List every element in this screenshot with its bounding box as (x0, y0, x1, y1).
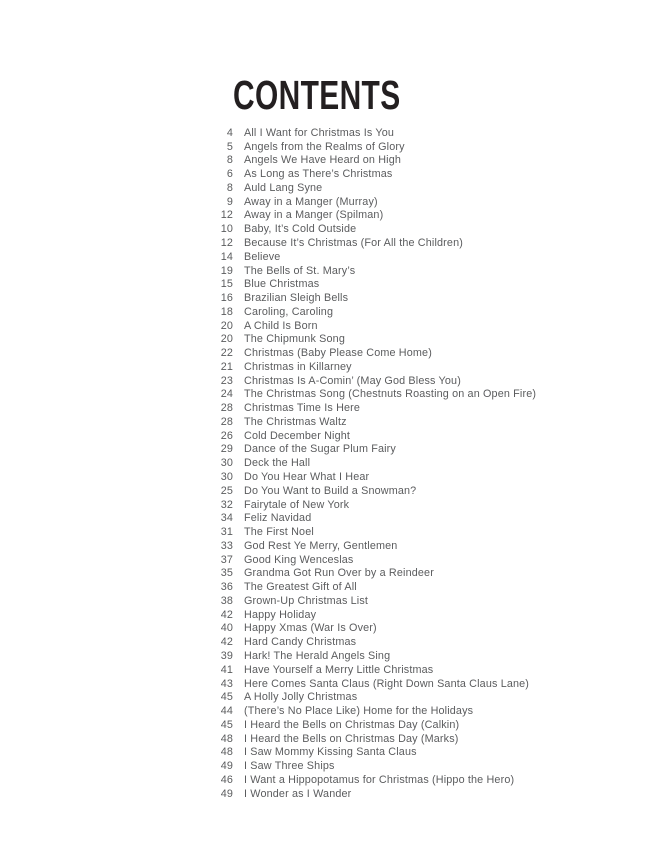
toc-page-number: 5 (226, 140, 233, 153)
toc-page-number: 8 (226, 154, 233, 167)
toc-song-title: Caroling, Caroling (244, 305, 334, 318)
toc-song-title: The Chipmunk Song (244, 333, 345, 346)
toc-page-number: 15 (220, 278, 233, 291)
toc-song-title: Because It’s Christmas (For All the Children) (244, 237, 463, 249)
toc-song-title: Brazilian Sleigh Bells (244, 292, 349, 305)
toc-song-title: Christmas Time Is Here (244, 402, 361, 415)
toc-page-number: 49 (220, 760, 233, 773)
toc-entry (196, 126, 626, 140)
toc-song-title: The First Noel (244, 526, 314, 539)
toc-page-number: 14 (220, 250, 233, 263)
toc-entry (196, 222, 626, 236)
toc-page-number: 28 (220, 402, 233, 415)
toc-entry (196, 498, 626, 512)
toc-entry (196, 553, 626, 567)
toc-entry (196, 745, 626, 759)
toc-song-title: Angels from the Realms of Glory (244, 140, 405, 153)
toc-song-title: The Bells of St. Mary’s (244, 264, 356, 277)
toc-page-number: 44 (220, 705, 233, 718)
toc-entry (196, 332, 626, 346)
toc-entry (196, 608, 626, 622)
toc-page-number: 19 (220, 264, 233, 277)
toc-page-number: 21 (220, 360, 233, 373)
toc-page-number: 26 (220, 429, 233, 442)
toc-entry (196, 456, 626, 470)
toc-entry (196, 388, 626, 402)
toc-page-number: 25 (220, 484, 233, 497)
toc-song-title: Blue Christmas (244, 278, 320, 291)
toc-entry (196, 649, 626, 663)
toc-song-title: I Heard the Bells on Christmas Day (Calkin) (244, 718, 460, 731)
toc-page-number: 8 (226, 181, 233, 194)
toc-song-title: Christmas Is A-Comin’ (May God Bless You) (244, 374, 461, 387)
toc-page-number: 42 (220, 636, 233, 649)
toc-song-title: As Long as There’s Christmas (244, 168, 393, 181)
toc-entry (196, 525, 626, 539)
toc-song-title: Grandma Got Run Over by a Reindeer (244, 567, 434, 580)
toc-page-number: 38 (220, 594, 233, 607)
toc-page-number: 23 (220, 374, 233, 387)
toc-entry (196, 360, 626, 374)
toc-song-title: A Holly Jolly Christmas (244, 691, 358, 704)
toc-song-title: Hard Candy Christmas (244, 636, 357, 649)
toc-entry (196, 319, 626, 333)
toc-page-number: 31 (220, 526, 233, 539)
toc-page-number: 40 (220, 622, 233, 635)
toc-page-number: 36 (220, 581, 233, 594)
toc-song-title: The Christmas Waltz (244, 415, 347, 428)
toc-page-number: 35 (220, 567, 233, 580)
toc-song-title: Angels We Have Heard on High (244, 154, 402, 167)
toc-song-title: God Rest Ye Merry, Gentlemen (244, 539, 398, 552)
toc-song-title: Have Yourself a Merry Little Christmas (244, 663, 434, 676)
toc-entry (196, 195, 626, 209)
toc-song-title: I Heard the Bells on Christmas Day (Marks) (244, 732, 459, 745)
toc-song-title: Dance of the Sugar Plum Fairy (244, 443, 396, 456)
toc-entry (196, 291, 626, 305)
toc-entry (196, 773, 626, 787)
toc-entry (196, 443, 626, 457)
contents-list (196, 126, 626, 801)
toc-page-number: 20 (220, 333, 233, 346)
toc-entry (196, 787, 626, 801)
toc-entry (196, 181, 626, 195)
toc-entry (196, 677, 626, 691)
toc-page-number: 33 (220, 539, 233, 552)
toc-page-number: 4 (226, 126, 233, 139)
toc-page-number: 20 (220, 319, 233, 332)
toc-page-number: 12 (220, 209, 233, 222)
toc-song-title: A Child Is Born (244, 319, 318, 332)
toc-song-title: Baby, It’s Cold Outside (244, 223, 357, 236)
toc-entry (196, 415, 626, 429)
toc-page-number: 34 (220, 512, 233, 525)
toc-song-title: All I Want for Christmas Is You (244, 126, 395, 139)
toc-page-number: 10 (220, 223, 233, 236)
toc-song-title: I Wonder as I Wander (244, 787, 352, 800)
toc-entry (196, 429, 626, 443)
toc-page-number: 28 (220, 415, 233, 428)
toc-song-title: Good King Wenceslas (244, 553, 354, 566)
toc-entry (196, 470, 626, 484)
toc-entry (196, 567, 626, 581)
toc-song-title: Hark! The Herald Angels Sing (244, 649, 391, 662)
toc-page-number: 45 (220, 718, 233, 731)
toc-song-title: I Want a Hippopotamus for Christmas (Hippo the Hero) (244, 773, 515, 786)
toc-entry (196, 635, 626, 649)
toc-entry (196, 718, 626, 732)
toc-song-title: The Greatest Gift of All (244, 581, 357, 594)
toc-song-title: (There’s No Place Like) Home for the Holidays (244, 705, 474, 718)
toc-page-number: 46 (220, 773, 233, 786)
toc-entry (196, 704, 626, 718)
toc-page-number: 12 (220, 237, 233, 249)
toc-entry (196, 346, 626, 360)
toc-page-number: 39 (220, 649, 233, 662)
toc-entry (196, 539, 626, 553)
toc-entry (196, 277, 626, 291)
toc-entry (196, 250, 626, 264)
toc-song-title: Christmas in Killarney (244, 360, 352, 373)
toc-song-title: Away in a Manger (Murray) (244, 195, 378, 208)
toc-page-number: 29 (220, 443, 233, 456)
toc-entry (196, 580, 626, 594)
toc-page-number: 18 (220, 305, 233, 318)
toc-song-title: Believe (244, 250, 281, 263)
toc-page-number: 49 (220, 787, 233, 800)
toc-page-number: 48 (220, 746, 233, 759)
toc-song-title: Cold December Night (244, 429, 351, 442)
toc-page-number: 43 (220, 677, 233, 690)
toc-entry (196, 305, 626, 319)
toc-song-title: Feliz Navidad (244, 512, 312, 525)
toc-entry (196, 401, 626, 415)
toc-entry (196, 594, 626, 608)
toc-song-title: Do You Hear What I Hear (244, 471, 370, 484)
toc-entry (196, 690, 626, 704)
toc-song-title: The Christmas Song (Chestnuts Roasting on an Open Fire) (244, 388, 537, 401)
toc-song-title: Here Comes Santa Claus (Right Down Santa Claus Lane) (244, 677, 530, 690)
toc-page-number: 9 (226, 195, 233, 208)
toc-page-number: 24 (220, 388, 233, 401)
toc-song-title: Grown-Up Christmas List (244, 594, 369, 607)
toc-entry (196, 484, 626, 498)
toc-entry (196, 209, 626, 223)
toc-song-title: Christmas (Baby Please Come Home) (244, 347, 432, 360)
toc-page-number: 32 (220, 498, 233, 511)
toc-entry (196, 140, 626, 154)
toc-page-number: 30 (220, 471, 233, 484)
toc-page-number: 41 (220, 663, 233, 676)
toc-entry (196, 167, 626, 181)
toc-entry (196, 511, 626, 525)
toc-song-title: Do You Want to Build a Snowman? (244, 484, 417, 497)
toc-page-number: 48 (220, 732, 233, 745)
toc-entry (196, 663, 626, 677)
toc-entry (196, 759, 626, 773)
toc-entry (196, 622, 626, 636)
toc-entry (196, 236, 626, 250)
toc-page-number: 42 (220, 608, 233, 621)
toc-page-number: 45 (220, 691, 233, 704)
toc-song-title: Away in a Manger (Spilman) (244, 209, 384, 222)
toc-page-number: 6 (226, 168, 233, 181)
toc-song-title: Auld Lang Syne (244, 181, 323, 194)
toc-entry (196, 264, 626, 278)
toc-entry (196, 374, 626, 388)
toc-entry (196, 154, 626, 168)
toc-entry (196, 732, 626, 746)
toc-page-number: 16 (220, 292, 233, 305)
toc-song-title: Deck the Hall (244, 457, 311, 470)
toc-song-title: Happy Xmas (War Is Over) (244, 622, 377, 635)
toc-song-title: I Saw Mommy Kissing Santa Claus (244, 746, 417, 759)
toc-song-title: Happy Holiday (244, 608, 317, 621)
toc-song-title: I Saw Three Ships (244, 760, 335, 773)
page-title: CONTENTS (233, 72, 401, 118)
toc-song-title: Fairytale of New York (244, 498, 350, 511)
toc-page-number: 22 (220, 347, 233, 360)
toc-page-number: 30 (220, 457, 233, 470)
toc-page-number: 37 (220, 553, 233, 566)
